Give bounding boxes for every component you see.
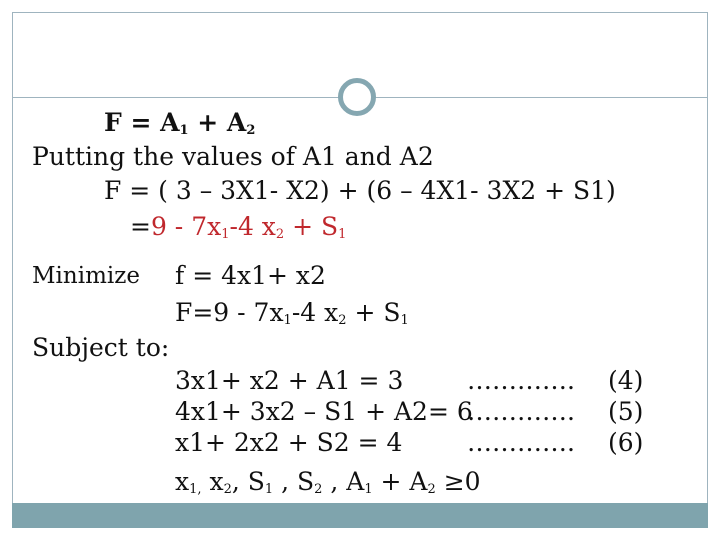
- constraint-6-number: (6): [608, 428, 644, 457]
- constraint-6-dots: ………….: [467, 428, 575, 457]
- f-equation: $F = A_1 + A_2$: [104, 108, 256, 138]
- objective-function: f = 4x1+ x2: [175, 261, 326, 290]
- constraint-5-expr: 4x1+ 3x2 – S1 + A2= 6: [175, 397, 473, 426]
- constraint-6-expr: x1+ 2x2 + S2 = 4: [175, 428, 403, 457]
- putting-text: Putting the values of A1 and A2: [32, 142, 434, 171]
- constraint-4-number: (4): [608, 366, 644, 395]
- subject-to-label: Subject to:: [32, 333, 170, 362]
- constraint-4-dots: ………….: [467, 366, 575, 395]
- nonnegativity-constraint: $x_{1,}$ $x_2$, $S_1$ , $S_2$ , $A_1 + A_2 \ge 0$: [175, 467, 481, 497]
- f-result: $=9 - 7x_1-4$ $x_2 + S_1$: [130, 212, 347, 242]
- f-minimize-line: $F=9 - 7x_1-4$ $x_2 + S_1$: [175, 298, 409, 328]
- constraint-4-expr: 3x1+ x2 + A1 = 3: [175, 366, 404, 395]
- constraint-5-dots: ………….: [467, 397, 575, 426]
- footer-bar: [12, 503, 708, 528]
- minimize-label: Minimize: [32, 263, 140, 289]
- circle-ornament-icon: [338, 78, 376, 116]
- constraint-5-number: (5): [608, 397, 644, 426]
- f-substitution: F = ( 3 – 3X1- X2) + (6 – 4X1- 3X2 + S1): [104, 176, 616, 205]
